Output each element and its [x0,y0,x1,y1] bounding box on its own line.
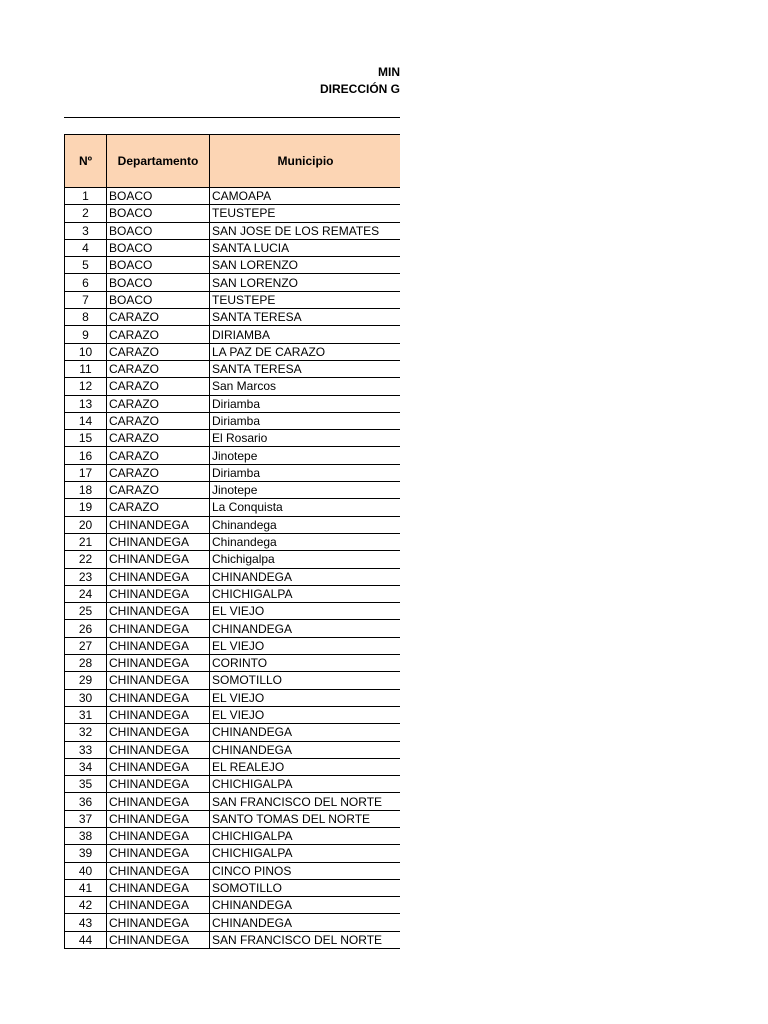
table-row [65,343,401,360]
row-number-cell: 9 [65,326,107,343]
table-row [65,776,401,793]
municipality-cell: La Conquista [210,499,401,516]
department-cell: CARAZO [107,395,210,412]
municipality-cell: SANTA TERESA [210,309,401,326]
municipality-cell: TEUSTEPE [210,205,401,222]
municipality-cell: Jinotepe [210,447,401,464]
table-row [65,724,401,741]
municipality-cell: CINCO PINOS [210,862,401,879]
municipality-cell: CHINANDEGA [210,897,401,914]
municipality-cell: SAN LORENZO [210,274,401,291]
table-row [65,603,401,620]
row-number-cell: 21 [65,533,107,550]
row-number-cell: 2 [65,205,107,222]
department-cell: BOACO [107,239,210,256]
municipality-cell: San Marcos [210,378,401,395]
table-row [65,516,401,533]
department-cell: CARAZO [107,430,210,447]
row-number-cell: 23 [65,568,107,585]
table-row [65,689,401,706]
municipality-cell: EL VIEJO [210,637,401,654]
municipality-cell: Diriamba [210,412,401,429]
table-row [65,620,401,637]
ministry-title: MIN [378,65,400,79]
department-cell: CARAZO [107,447,210,464]
row-number-cell: 14 [65,412,107,429]
row-number-cell: 43 [65,914,107,931]
municipality-cell: CHINANDEGA [210,568,401,585]
department-cell: CHINANDEGA [107,516,210,533]
row-number-cell: 28 [65,655,107,672]
municipality-cell: SAN FRANCISCO DEL NORTE [210,931,401,948]
municipality-cell: EL VIEJO [210,603,401,620]
table-row [65,827,401,844]
municipality-cell: LA PAZ DE CARAZO [210,343,401,360]
row-number-cell: 3 [65,222,107,239]
municipality-cell: SAN JOSE DE LOS REMATES [210,222,401,239]
municipality-cell: SAN FRANCISCO DEL NORTE [210,793,401,810]
row-number-cell: 36 [65,793,107,810]
department-cell: BOACO [107,274,210,291]
municipality-cell: Chinandega [210,533,401,550]
row-number-cell: 13 [65,395,107,412]
table-row [65,655,401,672]
department-cell: CHINANDEGA [107,776,210,793]
municipality-cell: CHINANDEGA [210,914,401,931]
row-number-cell: 29 [65,672,107,689]
municipality-cell: Chichigalpa [210,551,401,568]
row-number-cell: 17 [65,464,107,481]
row-number-cell: 26 [65,620,107,637]
row-number-cell: 1 [65,188,107,205]
department-cell: BOACO [107,205,210,222]
department-cell: CHINANDEGA [107,706,210,723]
row-number-cell: 12 [65,378,107,395]
table-row [65,257,401,274]
department-cell: CARAZO [107,499,210,516]
table-row [65,862,401,879]
table-row [65,395,401,412]
table-row [65,758,401,775]
table-row [65,447,401,464]
municipality-cell: EL REALEJO [210,758,401,775]
department-cell: BOACO [107,188,210,205]
table-row [65,533,401,550]
table-row [65,793,401,810]
table-row [65,706,401,723]
department-cell: CHINANDEGA [107,827,210,844]
table-row [65,205,401,222]
municipality-cell: TEUSTEPE [210,291,401,308]
municipality-cell: CHINANDEGA [210,741,401,758]
row-number-cell: 44 [65,931,107,948]
row-number-cell: 11 [65,360,107,377]
department-cell: CARAZO [107,326,210,343]
table-row [65,274,401,291]
table-row [65,897,401,914]
table-header-row [65,135,401,188]
table-row [65,239,401,256]
table-row [65,551,401,568]
department-cell: CHINANDEGA [107,585,210,602]
table-row [65,585,401,602]
municipality-cell: Diriamba [210,464,401,481]
row-number-cell: 16 [65,447,107,464]
department-cell: CARAZO [107,309,210,326]
municipality-cell: CHICHIGALPA [210,585,401,602]
department-cell: CHINANDEGA [107,533,210,550]
table-row [65,931,401,948]
department-cell: CHINANDEGA [107,845,210,862]
table-row [65,482,401,499]
row-number-cell: 38 [65,827,107,844]
department-cell: CHINANDEGA [107,551,210,568]
table-row [65,672,401,689]
municipality-cell: Chinandega [210,516,401,533]
row-number-cell: 18 [65,482,107,499]
department-cell: CHINANDEGA [107,637,210,654]
municipality-cell: CHICHIGALPA [210,827,401,844]
department-cell: CHINANDEGA [107,879,210,896]
table-row [65,810,401,827]
table-row [65,378,401,395]
department-cell: CHINANDEGA [107,603,210,620]
municipality-cell: SOMOTILLO [210,879,401,896]
municipality-cell: CAMOAPA [210,188,401,205]
table-row [65,309,401,326]
row-number-cell: 22 [65,551,107,568]
department-cell: CHINANDEGA [107,568,210,585]
table-row [65,568,401,585]
municipality-table [64,134,400,949]
row-number-cell: 39 [65,845,107,862]
municipality-cell: CORINTO [210,655,401,672]
row-number-cell: 6 [65,274,107,291]
municipality-cell: DIRIAMBA [210,326,401,343]
department-cell: CHINANDEGA [107,689,210,706]
municipality-cell: EL VIEJO [210,706,401,723]
department-cell: CHINANDEGA [107,741,210,758]
department-cell: BOACO [107,291,210,308]
department-cell: CHINANDEGA [107,672,210,689]
table-row [65,360,401,377]
row-number-cell: 35 [65,776,107,793]
department-cell: CHINANDEGA [107,758,210,775]
municipality-cell: Jinotepe [210,482,401,499]
table-row [65,412,401,429]
municipality-cell: CHINANDEGA [210,724,401,741]
table-row [65,741,401,758]
table-row [65,188,401,205]
table-row [65,222,401,239]
row-number-cell: 30 [65,689,107,706]
municipality-cell: SANTA TERESA [210,360,401,377]
municipality-cell: CHICHIGALPA [210,845,401,862]
department-cell: CHINANDEGA [107,931,210,948]
department-cell: CHINANDEGA [107,655,210,672]
row-number-cell: 7 [65,291,107,308]
department-cell: CARAZO [107,360,210,377]
department-cell: CHINANDEGA [107,897,210,914]
row-number-cell: 37 [65,810,107,827]
table-row [65,291,401,308]
column-header-municipality: Municipio [210,135,401,188]
municipality-cell: SAN LORENZO [210,257,401,274]
table-row [65,499,401,516]
column-header-number: Nº [65,135,107,188]
row-number-cell: 5 [65,257,107,274]
department-cell: BOACO [107,222,210,239]
department-cell: CHINANDEGA [107,620,210,637]
municipality-cell: SOMOTILLO [210,672,401,689]
department-cell: CHINANDEGA [107,793,210,810]
table-row [65,879,401,896]
row-number-cell: 41 [65,879,107,896]
row-number-cell: 27 [65,637,107,654]
row-number-cell: 20 [65,516,107,533]
municipality-cell: El Rosario [210,430,401,447]
municipality-cell: CHINANDEGA [210,620,401,637]
municipality-cell: SANTO TOMAS DEL NORTE [210,810,401,827]
table-row [65,430,401,447]
table-row [65,464,401,481]
department-cell: CHINANDEGA [107,724,210,741]
row-number-cell: 19 [65,499,107,516]
table-row [65,914,401,931]
directorate-title: DIRECCIÓN G [320,82,400,96]
table-row [65,326,401,343]
row-number-cell: 42 [65,897,107,914]
header-divider [64,117,400,118]
department-cell: CARAZO [107,378,210,395]
table-row [65,845,401,862]
department-cell: CHINANDEGA [107,810,210,827]
department-cell: CARAZO [107,412,210,429]
row-number-cell: 24 [65,585,107,602]
row-number-cell: 33 [65,741,107,758]
municipality-cell: CHICHIGALPA [210,776,401,793]
row-number-cell: 8 [65,309,107,326]
row-number-cell: 31 [65,706,107,723]
row-number-cell: 40 [65,862,107,879]
department-cell: CARAZO [107,343,210,360]
row-number-cell: 15 [65,430,107,447]
row-number-cell: 34 [65,758,107,775]
department-cell: CARAZO [107,482,210,499]
row-number-cell: 25 [65,603,107,620]
municipality-cell: Diriamba [210,395,401,412]
department-cell: BOACO [107,257,210,274]
department-cell: CHINANDEGA [107,862,210,879]
column-header-department: Departamento [107,135,210,188]
municipality-cell: SANTA LUCIA [210,239,401,256]
municipality-cell: EL VIEJO [210,689,401,706]
department-cell: CARAZO [107,464,210,481]
row-number-cell: 32 [65,724,107,741]
row-number-cell: 10 [65,343,107,360]
department-cell: CHINANDEGA [107,914,210,931]
row-number-cell: 4 [65,239,107,256]
table-row [65,637,401,654]
